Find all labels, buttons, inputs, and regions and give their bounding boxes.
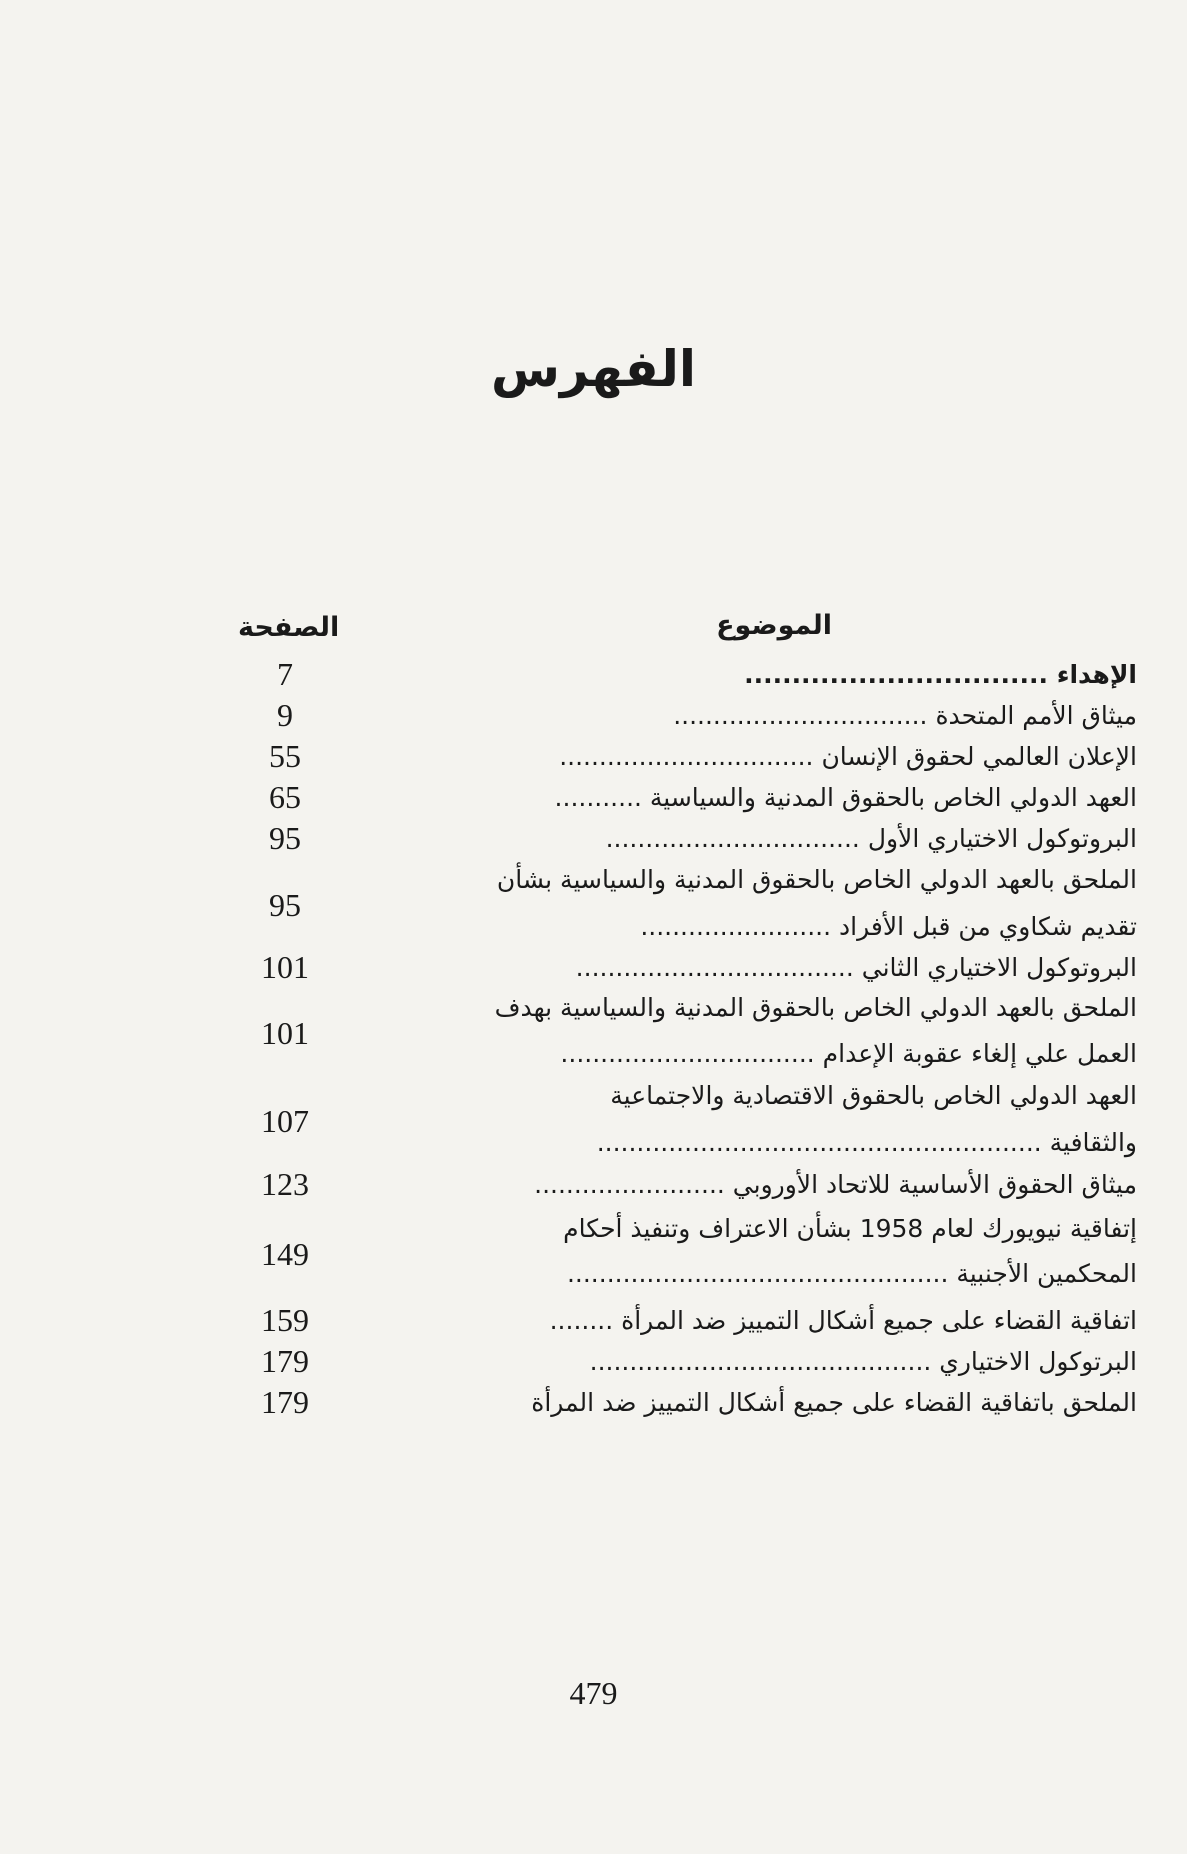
toc-entry-page: 149 (261, 1236, 309, 1272)
toc-entry-title: البروتوكول الاختياري الثاني ................................... (575, 953, 1137, 982)
toc-entry-title-line: الملحق بالعهد الدولي الخاص بالحقوق المدنية والسياسية بشأن (496, 865, 1137, 894)
toc-entry-title-line: والثقافية ........................................................ (596, 1128, 1137, 1157)
toc-entry-title-line: تقديم شكاوي من قبل الأفراد ........................ (640, 912, 1137, 941)
toc-entry-title: ميثاق الحقوق الأساسية للاتحاد الأوروبي ........................ (534, 1170, 1137, 1199)
toc-entry-page: 7 (277, 656, 293, 692)
toc-entry-page: 123 (261, 1166, 309, 1202)
toc-entry-title: ميثاق الأمم المتحدة ................................ (673, 701, 1137, 730)
toc-entry-page: 107 (261, 1103, 309, 1139)
toc-entry-title: الإعلان العالمي لحقوق الإنسان ................................ (559, 742, 1137, 771)
toc-entry-page: 95 (269, 887, 301, 923)
page-column-header: الصفحة (238, 612, 340, 643)
toc-entry-page: 95 (269, 820, 301, 856)
toc-entry-page: 159 (261, 1302, 309, 1338)
topic-column-header: الموضوع (716, 610, 832, 641)
page-title: الفهرس (490, 340, 696, 398)
toc-entry-title-line: إتفاقية نيويورك لعام 1958 بشأن الاعتراف وتنفيذ أحكام (563, 1214, 1137, 1243)
toc-entry-title: الملحق باتفاقية القضاء على جميع أشكال التمييز ضد المرأة (531, 1388, 1137, 1417)
toc-entry-title: البرتوكول الاختياري ........................................... (589, 1347, 1137, 1376)
toc-entry-page: 65 (269, 779, 301, 815)
toc-entry-title: البروتوكول الاختياري الأول ................................ (605, 824, 1137, 853)
page-number: 479 (569, 1675, 618, 1711)
toc-entry-page: 101 (261, 1015, 309, 1051)
toc-entry-page: 9 (277, 697, 293, 733)
toc-entry-title-line: الملحق بالعهد الدولي الخاص بالحقوق المدنية والسياسية بهدف (494, 993, 1137, 1022)
toc-entry-page: 179 (261, 1343, 309, 1379)
toc-entry-page: 55 (269, 738, 301, 774)
toc-entry-title-line: العمل علي إلغاء عقوبة الإعدام ................................ (560, 1039, 1137, 1068)
toc-entry-page: 179 (261, 1384, 309, 1420)
toc-entry-title-line: العهد الدولي الخاص بالحقوق الاقتصادية والاجتماعية (610, 1081, 1137, 1110)
toc-entry-title: اتفاقية القضاء على جميع أشكال التمييز ضد المرأة ........ (549, 1306, 1137, 1335)
toc-entry-title-line: المحكمين الأجنبية ................................................ (566, 1259, 1137, 1288)
toc-entry-title: العهد الدولي الخاص بالحقوق المدنية والسياسية ........... (554, 783, 1137, 812)
toc-entry-page: 101 (261, 949, 309, 985)
toc-entry-title: الإهداء ................................ (744, 660, 1137, 689)
